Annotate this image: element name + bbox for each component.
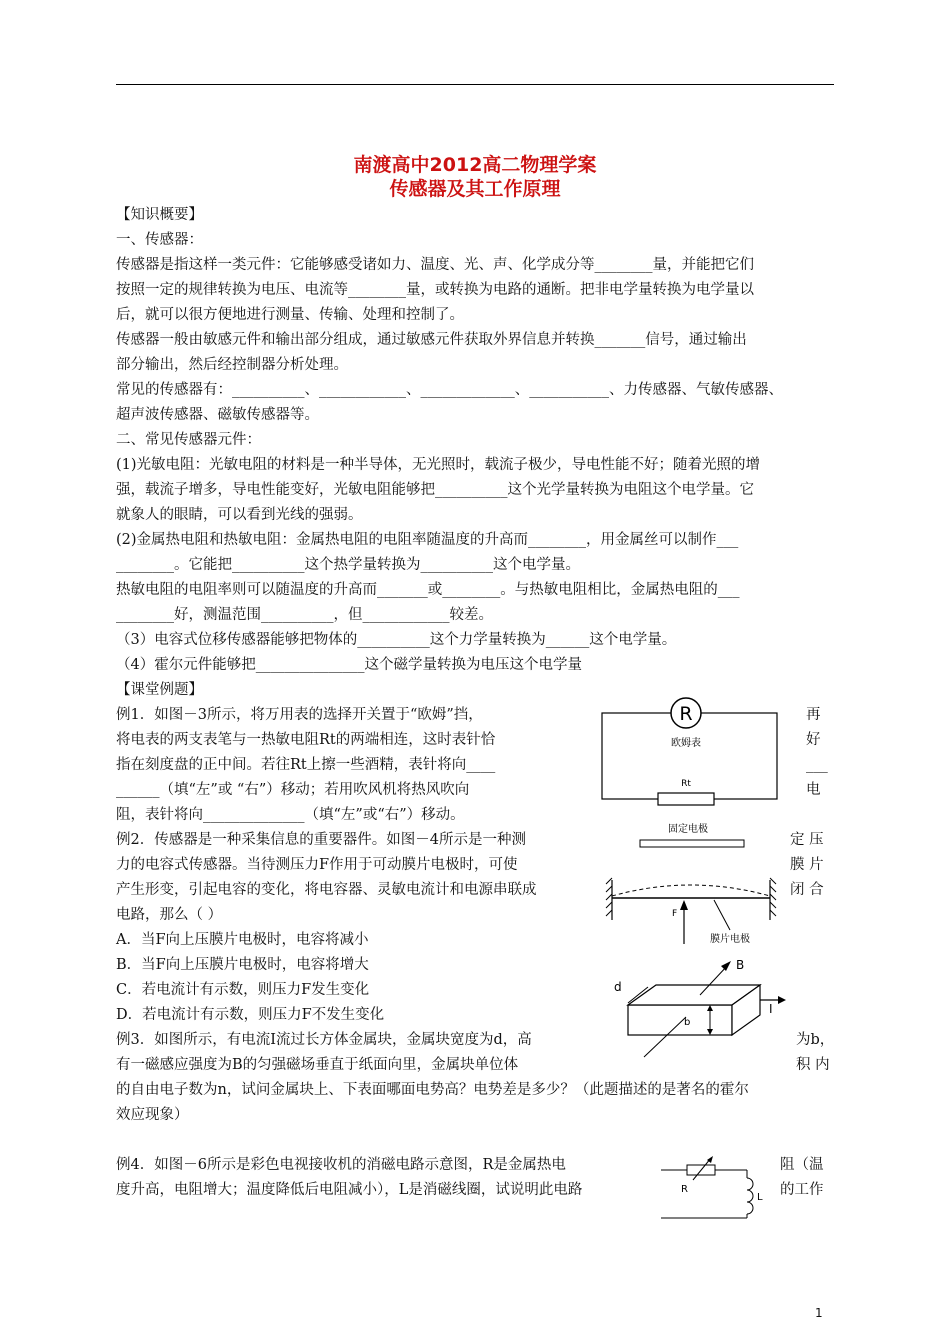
option-a: A．当F向上压膜片电极时，电容将减小 [116, 932, 369, 948]
paragraph-line: ________。它能把__________这个热学量转换为__________这个电学量。 [116, 557, 580, 573]
example-line: 例3．如图所示，有电流I流过长方体金属块，金属块宽度为d，高 [116, 1032, 532, 1048]
option-d: D．若电流计有示数，则压力F不发生变化 [116, 1007, 385, 1023]
meter-symbol: R [679, 703, 693, 725]
height-label: b [684, 1017, 691, 1028]
subsection-heading: 二、常见传感器元件： [116, 432, 261, 448]
figure-degaussing-circuit [655, 1148, 775, 1228]
example-line: 例4．如图－6所示是彩色电视接收机的消磁电路示意图，R是金属热电 [116, 1157, 566, 1173]
example-line: 例1．如图－3所示，将万用表的选择开关置于“欧姆”挡， [116, 707, 483, 723]
example-line: 的自由电子数为n，试问金属块上、下表面哪面电势高？电势差是多少？（此题描述的是著名的霍尔 [116, 1082, 749, 1098]
example-line: 指在刻度盘的正中间。若往Rt上擦一些酒精，表针将向____ [116, 757, 496, 773]
figure-capacitive-sensor [602, 820, 782, 950]
example-line: 将电表的两支表笔与一热敏电阻Rt的两端相连，这时表针恰 [116, 732, 496, 748]
figure-hall-effect-block [604, 955, 794, 1065]
figure-ohmmeter-circuit [600, 696, 780, 806]
coil-l-label: L [757, 1192, 763, 1203]
side-text: 积 内 [796, 1057, 830, 1073]
example-line: ______（填“左”或 “右”）移动；若用吹风机将热风吹向 [116, 782, 470, 798]
example-line: 例2．传感器是一种采集信息的重要器件。如图－4所示是一种测 [116, 832, 526, 848]
header-rule [116, 84, 834, 85]
option-b: B．当F向上压膜片电极时，电容将增大 [116, 957, 369, 973]
side-text: 电 [806, 782, 821, 798]
resistor-r-label: R [681, 1184, 688, 1195]
subsection-heading: 一、传感器： [116, 232, 203, 248]
paragraph-line: 后，就可以很方便地进行测量、传输、处理和控制了。 [116, 307, 464, 323]
example-line: 效应现象） [116, 1107, 189, 1123]
example-line: 力的电容式传感器。当待测压力F作用于可动膜片电极时，可使 [116, 857, 518, 873]
side-text: 再 [806, 707, 821, 723]
force-label: F [672, 909, 678, 919]
side-text: ___ [806, 757, 828, 773]
side-text: 闭 合 [790, 882, 824, 898]
paragraph-line: 传感器一般由敏感元件和输出部分组成，通过敏感元件获取外界信息并转换_______信号，通过输出 [116, 332, 747, 348]
page-number: 1 [815, 1306, 823, 1320]
paragraph-line: 强，载流子增多，导电性能变好，光敏电阻能够把__________这个光学量转换为电阻这个电学量。它 [116, 482, 754, 498]
paragraph-line: 传感器是指这样一类元件：它能够感受诸如力、温度、光、声、化学成分等________量，并能把它们 [116, 257, 754, 273]
paragraph-line: （3）电容式位移传感器能够把物体的__________这个力学量转换为______这个电学量。 [116, 632, 677, 648]
side-text: 为b， [796, 1032, 835, 1048]
side-text: 的工作 [780, 1182, 824, 1198]
paragraph-line: （4）霍尔元件能够把_______________这个磁学量转换为电压这个电学量 [116, 657, 582, 673]
page-subtitle: 传感器及其工作原理 [389, 178, 561, 200]
example-line: 产生形变，引起电容的变化，将电容器、灵敏电流计和电源串联成 [116, 882, 537, 898]
paragraph-line: ________好，测温范围__________，但____________较差。 [116, 607, 493, 623]
membrane-label: 膜片电极 [710, 934, 750, 945]
side-text: 定 压 [790, 832, 824, 848]
page-title: 南渡高中2012高二物理学案 [353, 154, 597, 176]
meter-label: 欧姆表 [671, 738, 701, 749]
side-text: 膜 片 [790, 857, 824, 873]
paragraph-line: 超声波传感器、磁敏传感器等。 [116, 407, 319, 423]
paragraph-line: 热敏电阻的电阻率则可以随温度的升高而_______或________。与热敏电阻相比，金属热电阻的___ [116, 582, 740, 598]
example-line: 有一磁感应强度为B的匀强磁场垂直于纸面向里，金属块单位体 [116, 1057, 519, 1073]
section-heading: 【课堂例题】 [116, 682, 203, 698]
paragraph-line: (2)金属热电阻和热敏电阻：金属热电阻的电阻率随温度的升高而________，用金属丝可以制作___ [116, 532, 739, 548]
paragraph-line: 就象人的眼睛，可以看到光线的强弱。 [116, 507, 363, 523]
current-label: I [769, 1002, 773, 1016]
resistor-label: Rt [681, 779, 691, 789]
section-heading: 【知识概要】 [116, 207, 203, 223]
paragraph-line: 按照一定的规律转换为电压、电流等________量，或转换为电路的通断。把非电学量转换为电学量以 [116, 282, 754, 298]
b-field-label: B [736, 958, 745, 972]
side-text: 阻（温 [780, 1157, 824, 1173]
paragraph-line: 常见的传感器有：__________、____________、_____________、___________、力传感器、气敏传感器、 [116, 382, 783, 398]
width-label: d [614, 980, 622, 994]
paragraph-line: 部分输出，然后经控制器分析处理。 [116, 357, 348, 373]
paragraph-line: (1)光敏电阻：光敏电阻的材料是一种半导体，无光照时，载流子极少，导电性能不好；随着光照的增 [116, 457, 761, 473]
example-line: 度升高，电阻增大；温度降低后电阻减小），L是消磁线圈，试说明此电路 [116, 1182, 583, 1198]
example-line: 阻，表针将向______________（填“左”或“右”）移动。 [116, 807, 465, 823]
example-line: 电路，那么（ ） [116, 907, 223, 923]
fixed-electrode-label: 固定电极 [668, 824, 708, 835]
side-text: 好 [806, 732, 821, 748]
option-c: C．若电流计有示数，则压力F发生变化 [116, 982, 370, 998]
